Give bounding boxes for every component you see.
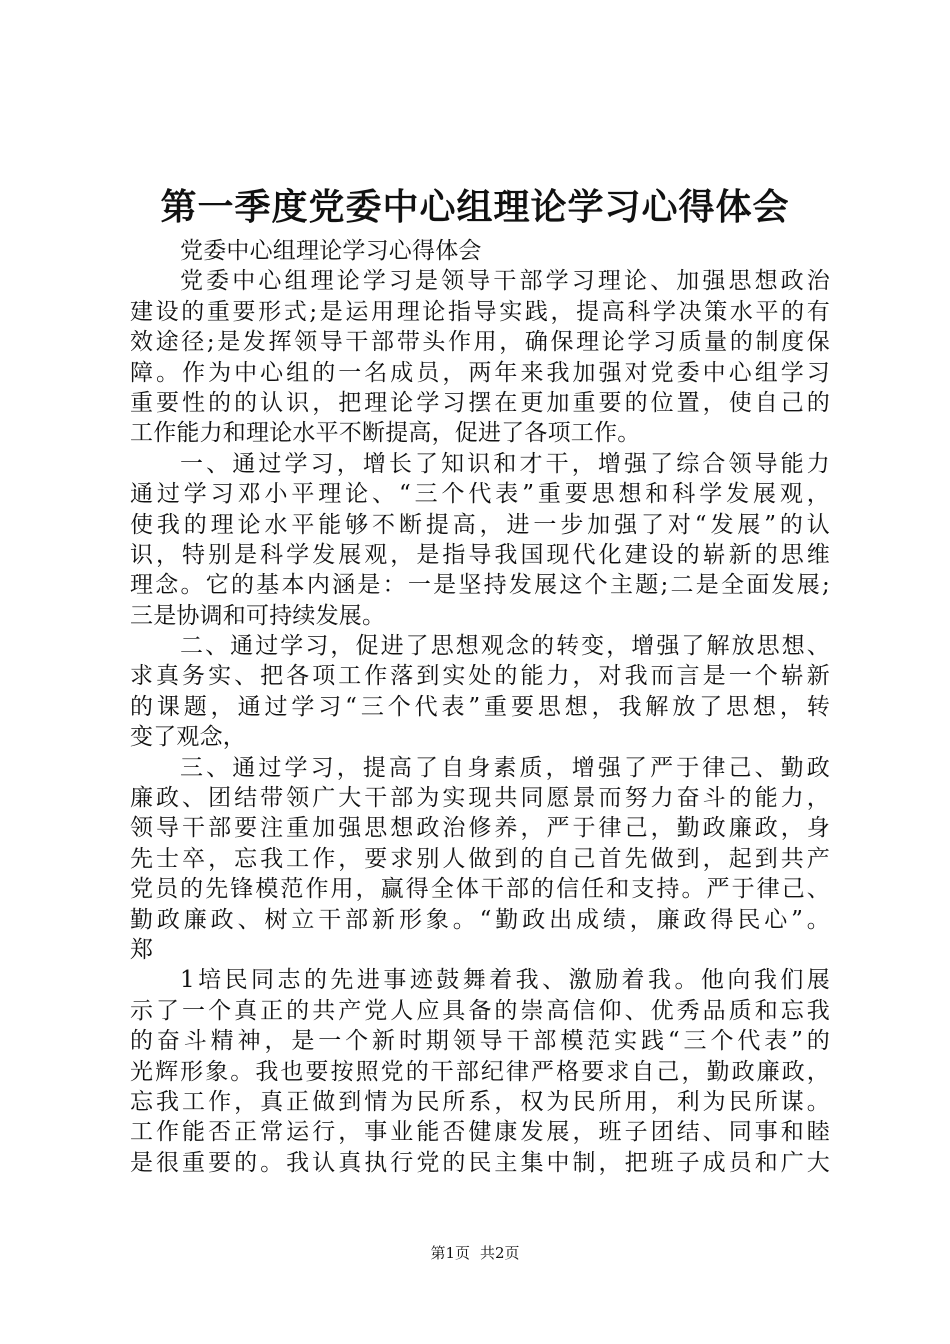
paragraph-line: 示了一个真正的共产党人应具备的崇高信仰、优秀品质和忘我 bbox=[130, 997, 830, 1024]
paragraph-line: 三、通过学习，提高了自身素质，增强了严于律己、勤政 bbox=[180, 754, 830, 781]
page-number: 第1页 bbox=[430, 1244, 470, 1262]
document-body bbox=[130, 236, 830, 1178]
subtitle-line: 党委中心组理论学习心得体会 bbox=[180, 238, 482, 264]
paragraph-line: 郑 bbox=[130, 936, 154, 963]
paragraph-line: 的奋斗精神，是一个新时期领导干部模范实践“三个代表”的 bbox=[130, 1028, 830, 1055]
paragraph-line: 是很重要的。我认真执行党的民主集中制，把班子成员和广大 bbox=[130, 1149, 830, 1176]
paragraph-line: 工作能否正常运行，事业能否健康发展，班子团结、同事和睦 bbox=[130, 1119, 830, 1146]
paragraph-line: 通过学习邓小平理论、“三个代表”重要思想和科学发展观， bbox=[130, 481, 830, 508]
page-total: 共2页 bbox=[480, 1244, 520, 1262]
paragraph-line: 领导干部要注重加强思想政治修养，严于律己，勤政廉政，身 bbox=[130, 815, 830, 842]
document-title: 第一季度党委中心组理论学习心得体会 bbox=[160, 186, 790, 228]
paragraph-line: 忘我工作，真正做到情为民所系，权为民所用，利为民所谋。 bbox=[130, 1088, 830, 1115]
paragraph-line: 光辉形象。我也要按照党的干部纪律严格要求自己，勤政廉政， bbox=[130, 1058, 830, 1085]
paragraph-line: 二、通过学习，促进了思想观念的转变，增强了解放思想、 bbox=[180, 633, 830, 660]
paragraph-line: 的课题，通过学习“三个代表”重要思想，我解放了思想，转 bbox=[130, 693, 830, 720]
page-footer bbox=[0, 1243, 950, 1263]
paragraph-line: 求真务实、把各项工作落到实处的能力，对我而言是一个崭新 bbox=[130, 663, 830, 690]
paragraph-line: 先士卒，忘我工作，要求别人做到的自己首先做到，起到共产 bbox=[130, 845, 830, 872]
paragraph-line: 建设的重要形式;是运用理论指导实践，提高科学决策水平的有 bbox=[130, 298, 830, 325]
paragraph-line: 使我的理论水平能够不断提高，进一步加强了对“发展”的认 bbox=[130, 511, 830, 538]
paragraph-line: 理念。它的基本内涵是：一是坚持发展这个主题;二是全面发展; bbox=[130, 572, 830, 599]
paragraph-line: 党员的先锋模范作用，赢得全体干部的信任和支持。严于律己、 bbox=[130, 876, 830, 903]
paragraph-line: 障。作为中心组的一名成员，两年来我加强对党委中心组学习 bbox=[130, 359, 830, 386]
paragraph-line: 三是协调和可持续发展。 bbox=[130, 602, 386, 629]
paragraph-line: 廉政、团结带领广大干部为实现共同愿景而努力奋斗的能力， bbox=[130, 785, 830, 812]
paragraph-line: 效途径;是发挥领导干部带头作用，确保理论学习质量的制度保 bbox=[130, 329, 830, 356]
paragraph-line: 1培民同志的先进事迹鼓舞着我、激励着我。他向我们展 bbox=[180, 967, 830, 994]
paragraph-line: 勤政廉政、树立干部新形象。“勤政出成绩，廉政得民心”。 bbox=[130, 906, 830, 933]
paragraph-line: 重要性的的认识，把理论学习摆在更加重要的位置，使自己的 bbox=[130, 389, 830, 416]
paragraph-line: 变了观念， bbox=[130, 724, 246, 751]
paragraph-line: 一、通过学习，增长了知识和才干，增强了综合领导能力 bbox=[180, 450, 830, 477]
paragraph-line: 党委中心组理论学习是领导干部学习理论、加强思想政治 bbox=[180, 268, 830, 295]
paragraph-line: 工作能力和理论水平不断提高，促进了各项工作。 bbox=[130, 420, 641, 447]
paragraph-line: 识，特别是科学发展观，是指导我国现代化建设的崭新的思维 bbox=[130, 541, 830, 568]
